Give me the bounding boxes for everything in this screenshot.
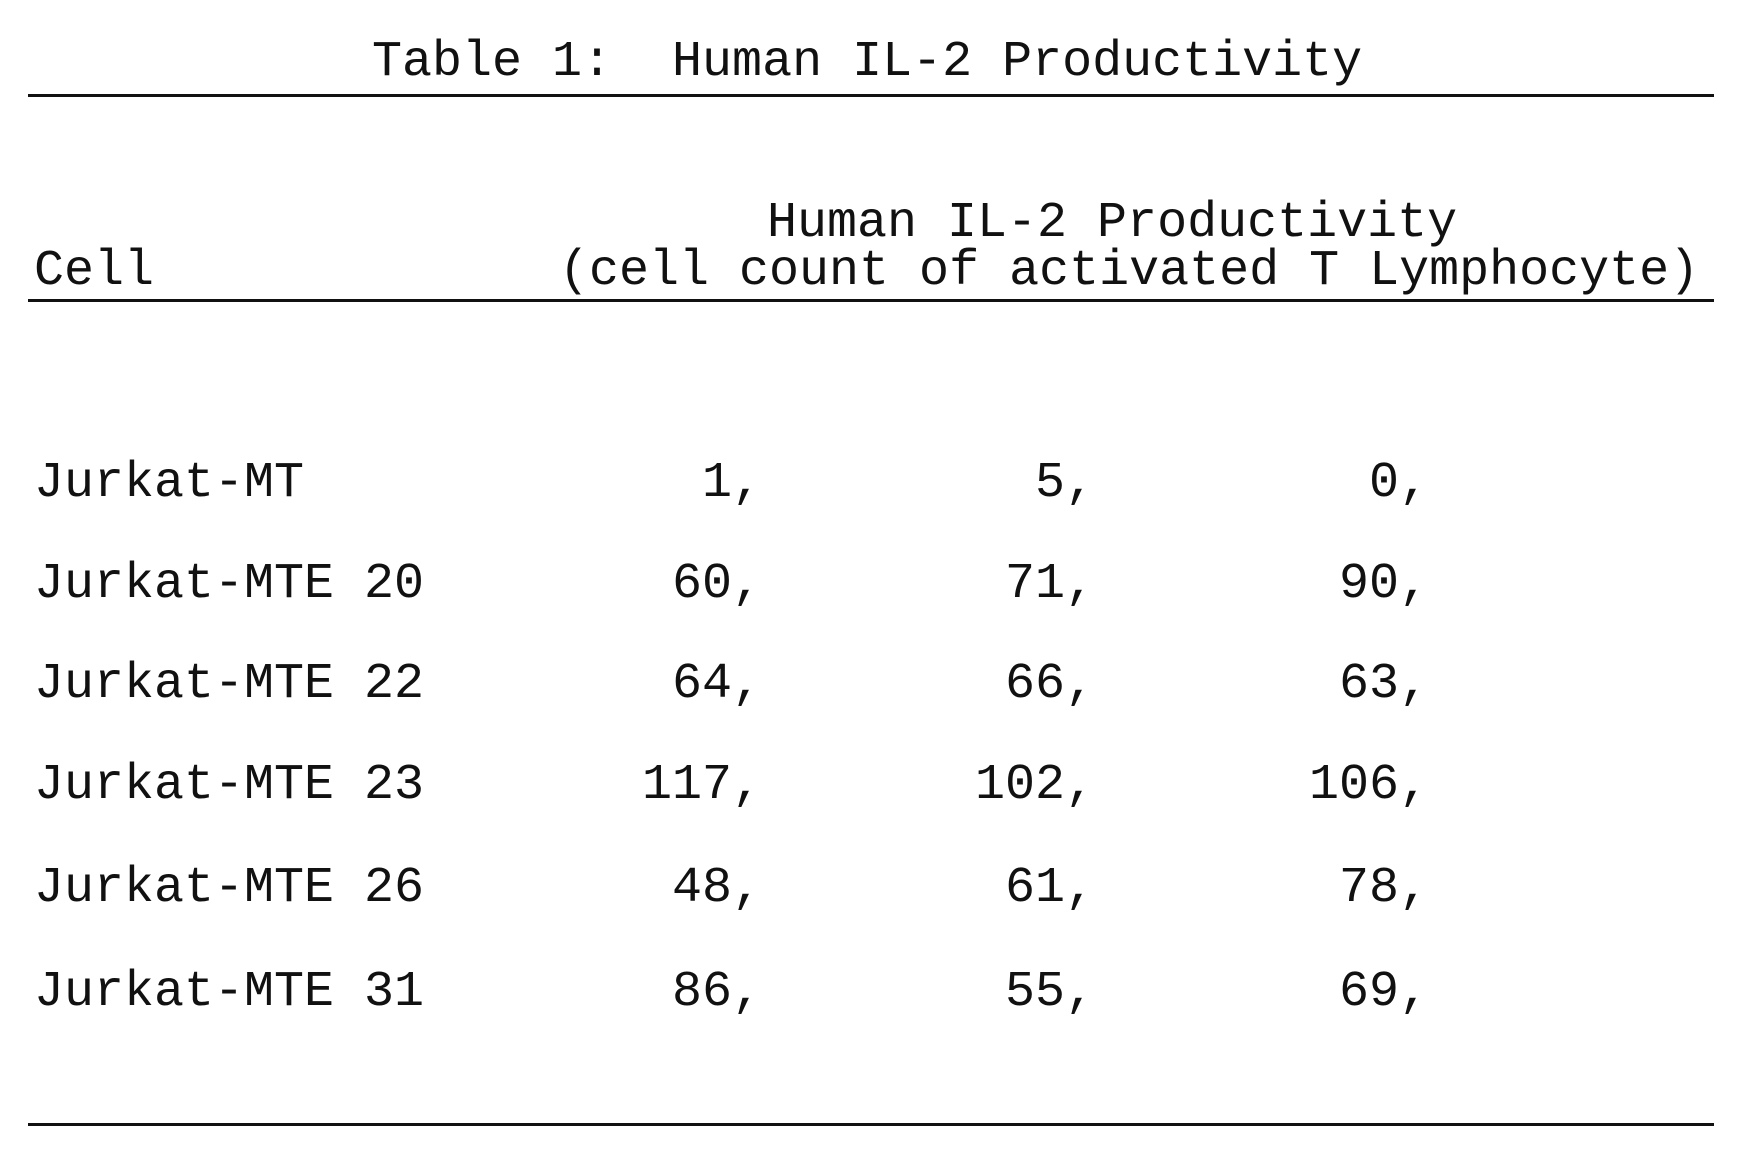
row-value: 90, xyxy=(1229,560,1429,610)
top-rule xyxy=(28,94,1714,97)
row-value: 102, xyxy=(895,761,1095,811)
header-value-line1: Human IL-2 Productivity xyxy=(767,199,1457,249)
row-value: 117, xyxy=(562,761,762,811)
row-value: 5, xyxy=(895,459,1095,509)
bottom-rule xyxy=(28,1123,1714,1126)
row-value: 1, xyxy=(562,459,762,509)
header-value-line2: (cell count of activated T Lymphocyte) xyxy=(559,247,1699,297)
row-value: 71, xyxy=(895,560,1095,610)
header-rule xyxy=(28,299,1714,302)
row-cell-name: Jurkat-MTE 23 xyxy=(34,761,424,811)
row-value: 66, xyxy=(895,660,1095,710)
row-value: 86, xyxy=(562,968,762,1018)
header-cell: Cell xyxy=(34,247,154,297)
row-value: 64, xyxy=(562,660,762,710)
row-value: 69, xyxy=(1229,968,1429,1018)
row-value: 61, xyxy=(895,864,1095,914)
row-value: 55, xyxy=(895,968,1095,1018)
row-value: 106, xyxy=(1229,761,1429,811)
row-cell-name: Jurkat-MTE 20 xyxy=(34,560,424,610)
row-value: 0, xyxy=(1229,459,1429,509)
row-value: 63, xyxy=(1229,660,1429,710)
row-value: 78, xyxy=(1229,864,1429,914)
table-title: Table 1: Human IL-2 Productivity xyxy=(372,38,1362,88)
row-cell-name: Jurkat-MTE 26 xyxy=(34,864,424,914)
row-value: 48, xyxy=(562,864,762,914)
row-cell-name: Jurkat-MTE 22 xyxy=(34,660,424,710)
row-value: 60, xyxy=(562,560,762,610)
row-cell-name: Jurkat-MTE 31 xyxy=(34,968,424,1018)
row-cell-name: Jurkat-MT xyxy=(34,459,304,509)
